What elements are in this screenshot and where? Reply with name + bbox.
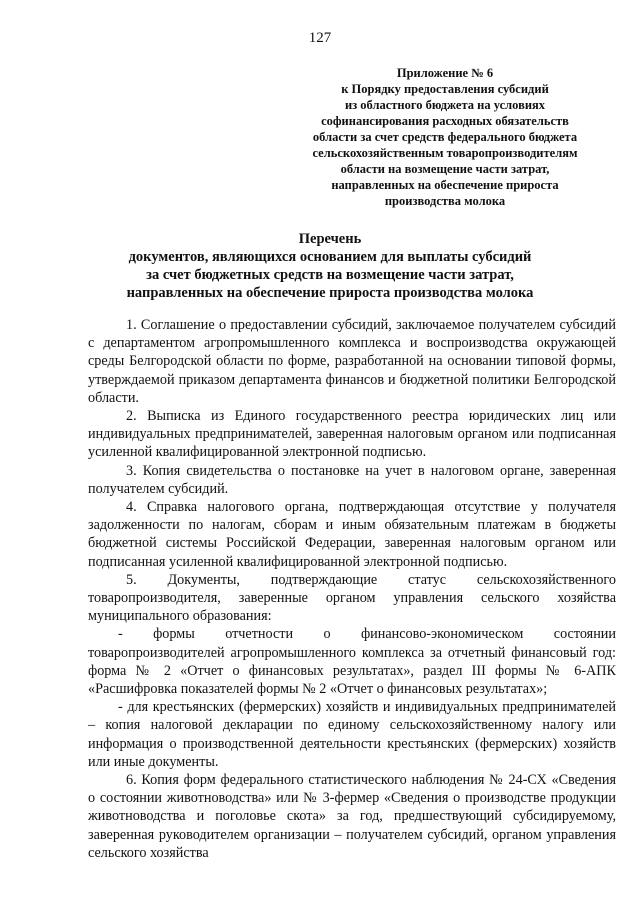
appendix-line: из областного бюджета на условиях [344, 98, 546, 112]
paragraph-2: 2. Выписка из Единого государственного реестра юридических лиц или индивидуальных предпринимателей, заверенная налоговым органом или подписанная усиленной квалифицированной электронной подписью. [88, 408, 616, 461]
appendix-line: производства молока [384, 194, 506, 208]
appendix-header [300, 65, 590, 209]
heading-line: направленных на обеспечение прироста производства молока [126, 285, 534, 301]
paragraph-1: 1. Соглашение о предоставлении субсидий, заключаемое получателем субсидий с департаментом агропромышленного комплекса и воспроизводства окружающей среды Белгородской области по форме, разработанной на основании типовой формы, утверждаемой приказом департамента финансов и бюджетной политики Белгородской области. [88, 317, 616, 406]
heading-line: документов, являющихся основанием для выплаты субсидий [128, 249, 532, 265]
paragraph-6: 6. Копия форм федерального статистического наблюдения № 24-СХ «Сведения о состоянии животноводства» или № 3-фермер «Сведения о производстве продукции животноводства и поголовье скота» за год, предшествующий субсидируемому, заверенная руководителем организации – получателем субсидий, органом управления сельского хозяйства [88, 772, 616, 861]
paragraph-3: 3. Копия свидетельства о постановке на учет в налоговом органе, заверенная получателем субсидий. [88, 462, 616, 497]
appendix-line: области за счет средств федерального бюджета [312, 130, 578, 144]
appendix-line: сельскохозяйственным товаропроизводителям [312, 146, 578, 160]
appendix-line: софинансирования расходных обязательств [321, 114, 569, 128]
appendix-line: Приложение № 6 [396, 66, 494, 80]
paragraph-4: 4. Справка налогового органа, подтверждающая отсутствие у получателя задолженности по налогам, сборам и иным обязательным платежам в бюджеты бюджетной системы Российской Федерации, заверенная налоговым органом или подписанная усиленной квалифицированной электронной подписью. [88, 499, 616, 570]
appendix-line: к Порядку предоставления субсидий [341, 82, 549, 96]
document-heading [60, 230, 600, 302]
paragraph-5-item-1: - формы отчетности о финансово-экономическом состоянии товаропроизводителей агропромышленного комплекса за отчетный финансовый год: форма № 2 «Отчет о финансовых результатах», раздел III формы № 6-АПК «Расшифровка показателей формы № 2 «Отчет о финансовых результатах»; [88, 626, 616, 698]
appendix-line: области на возмещение части затрат, [340, 162, 550, 176]
document-body [88, 316, 616, 862]
heading-line: за счет бюджетных средств на возмещение части затрат, [146, 267, 514, 283]
appendix-line: направленных на обеспечение прироста [331, 178, 559, 192]
paragraph-5: 5. Документы, подтверждающие статус сельскохозяйственного товаропроизводителя, заверенные органом управления сельского хозяйства муниципального образования: [88, 571, 616, 625]
page-number: 127 [308, 30, 332, 46]
paragraph-5-item-2: - для крестьянских (фермерских) хозяйств и индивидуальных предпринимателей – копия налоговой декларации по единому сельскохозяйственному налогу или информация о производственной деятельности крестьянских (фермерских) хозяйств или иные документы. [88, 699, 616, 770]
heading-title: Перечень [298, 231, 362, 247]
